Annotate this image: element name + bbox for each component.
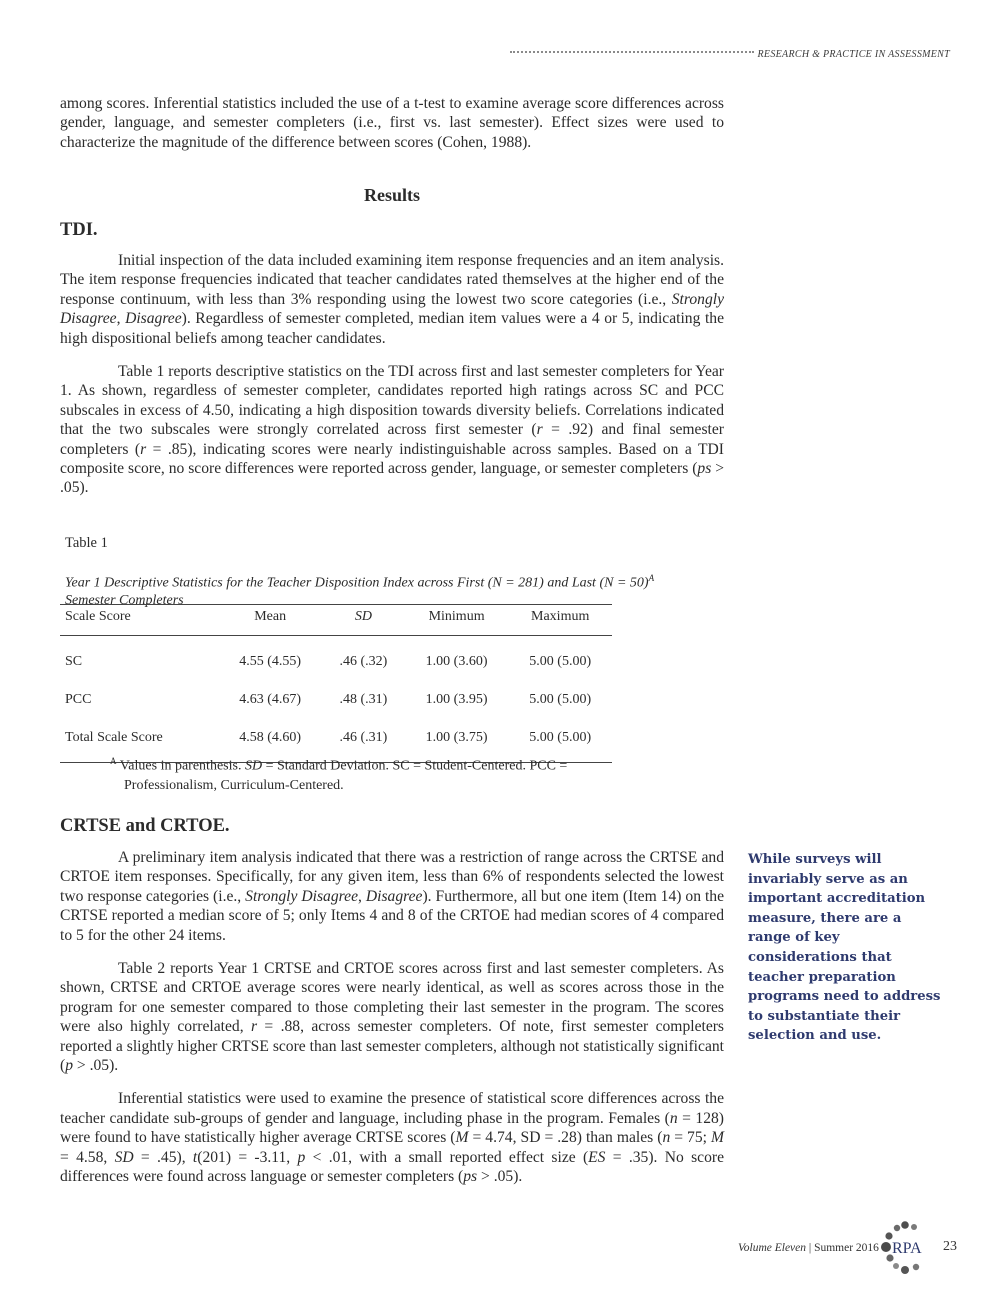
page-footer (720, 1230, 965, 1270)
body-block-tdi (60, 251, 724, 512)
paragraph-crtse-1: A preliminary item analysis indicated that there was a restriction of range across the CRTSE and CRTOE item responses. Specifically, for any given item, less than 6% of respondents selected the lowest two response categories (i.e., Strongly Disagree, Disagree). Furthermore, all but one item (Item 14) on the CRTSE reported a median score of 5; only Items 4 and 8 of the CRTOE had median scores of 4 compared to 5 for the other 24 items. (60, 849, 725, 944)
table-header-cell: SD (322, 605, 405, 636)
table-row (60, 636, 612, 685)
table-cell: SC (65, 654, 83, 669)
table-cell: 4.58 (4.60) (239, 730, 302, 745)
paragraph-intro: among scores. Inferential statistics included the use of a t-test to examine average score differences across gender, language, and semester completers (i.e., first vs. last semester). Effect sizes were used to characterize the magnitude of the difference between scores (Cohen, 1988). (60, 95, 724, 151)
paragraph-crtse-3: Inferential statistics were used to examine the presence of statistical score differences across the teacher candidate sub-groups of gender and language, including phase in the program. Females (n = 128) were found to have statistically higher average CRTSE scores (M = 4.74, SD = .28) than males (n = 75; M = 4.58, SD = .45), t(201) = -3.11, p < .01, with a small reported effect size (ES = .35). No score differences were found across language or semester completers (ps > .05). (60, 1090, 725, 1186)
paragraph-tdi-1: Initial inspection of the data included examining item response frequencies and an item analysis. The item response frequencies indicated that teacher candidates rated themselves at the higher end of the response continuum, with less than 3% responding using the lowest two score categories (i.e., Strongly Disagree, Disagree). Regardless of semester completed, median item values were a 4 or 5, indicating the high dispositional beliefs among teacher candidates. (60, 252, 725, 347)
table-cell: 5.00 (5.00) (529, 654, 592, 669)
tdi-heading: TDI. (60, 220, 98, 240)
pull-quote: While surveys will invariably serve as an important accreditation measure, there are a range of key considerations that teacher preparation programs need to address to substantiate their selection and use. (748, 852, 941, 1044)
results-heading: Results (363, 185, 420, 205)
table-cell: .46 (.32) (339, 654, 388, 669)
table-row (60, 684, 612, 722)
table-cell: 4.63 (4.67) (239, 692, 302, 707)
table-header-cell: Minimum (405, 605, 509, 636)
body-block-crtse (60, 848, 724, 1201)
paragraph-tdi-2: Table 1 reports descriptive statistics on the TDI across first and last semester completers for Year 1. As shown, regardless of semester completer, candidates reported high ratings across SC and PCC subscales in excess of 4.50, indicating a high disposition towards diversity beliefs. Correlations indicated that the two subscales were strongly correlated across first semester (r = .92) and final semester completers (r = .85), indicating scores were nearly indistinguishable across samples. Based on a TDI composite score, no score differences were reported across gender, language, or semester completers (ps > .05). (60, 363, 724, 497)
table-cell: 1.00 (3.75) (425, 730, 488, 745)
table-cell: 1.00 (3.60) (425, 654, 488, 669)
crtse-heading: CRTSE and CRTOE. (60, 816, 230, 836)
table-cell: .46 (.31) (339, 730, 388, 745)
table-header-cell: Maximum (508, 605, 612, 636)
header-dotted-rule (510, 51, 754, 53)
table-cell: Total Scale Score (65, 730, 163, 745)
running-title: RESEARCH & PRACTICE IN ASSESSMENT (757, 48, 950, 60)
table-header-cell: Scale Score (60, 605, 218, 636)
descriptive-stats-table (60, 604, 612, 763)
table-header-row (60, 605, 612, 636)
running-header (510, 44, 950, 64)
table-note: $^A$ Values in parenthesis. SD = Standard Deviation. SC = Student-Centered. PCC = Professionalism, Curriculum-Centered. (110, 756, 568, 793)
body-block-top (60, 94, 724, 166)
logo-text: RPA (892, 1240, 922, 1257)
table-label: Table 1 (65, 535, 108, 551)
volume-info: Volume Eleven | Summer 2016 (738, 1242, 879, 1254)
table-cell: 4.55 (4.55) (239, 654, 302, 669)
table-cell: .48 (.31) (339, 692, 388, 707)
table-cell: 1.00 (3.95) (425, 692, 488, 707)
table-caption: Year 1 Descriptive Statistics for the Teacher Disposition Index across First (N = 281) and Last (N = 50)$^A$ Semester Completers (65, 573, 655, 608)
table-cell: 5.00 (5.00) (529, 692, 592, 707)
table-cell: 5.00 (5.00) (529, 730, 592, 745)
table-header-cell: Mean (218, 605, 322, 636)
paragraph-crtse-2: Table 2 reports Year 1 CRTSE and CRTOE scores across first and last semester completers. As shown, CRTSE and CRTOE average scores were nearly identical, as well as scores across those in the program for one semester compared to those completing their last semester in the program. The scores were also highly correlated, r = .88, across semester completers. Of note, first semester completers reported a slightly higher CRTSE score than last semester completers, although not statistically significant (p > .05). (60, 960, 725, 1075)
rpa-logo-icon (877, 1220, 935, 1278)
page-number: 23 (943, 1239, 957, 1254)
table-cell: PCC (65, 692, 92, 707)
